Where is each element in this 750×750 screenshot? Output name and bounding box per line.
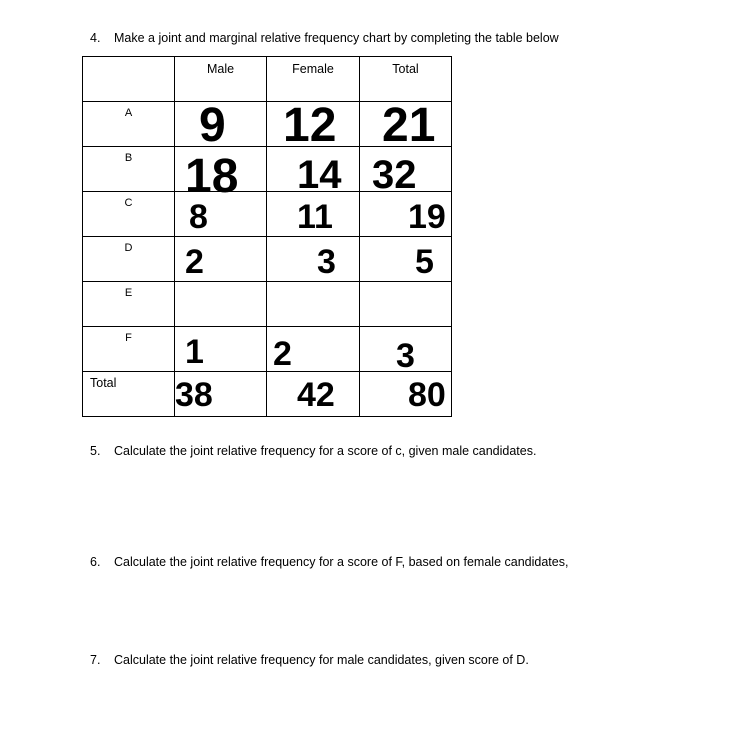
cell-d-male [175, 237, 267, 282]
value-d-female: 3 [317, 243, 336, 281]
question-7-number: 7. [90, 653, 101, 667]
value-b-female: 14 [297, 153, 342, 197]
total-label-cell [83, 372, 175, 417]
header-male: Male [206, 62, 235, 76]
cell-f-female [267, 327, 360, 372]
table-row-b [83, 147, 452, 192]
value-total-total: 80 [408, 376, 446, 414]
value-b-male: 18 [185, 150, 239, 203]
cell-b-female [267, 147, 360, 197]
cell-b-total [360, 147, 452, 197]
frequency-table [82, 56, 452, 417]
question-7-text: Calculate the joint relative frequency for male candidates, given score of D. [114, 653, 529, 667]
value-a-total: 21 [382, 99, 436, 152]
question-6-text: Calculate the joint relative frequency for a score of F, based on female candidates, [114, 555, 569, 569]
table-row-e [83, 282, 452, 327]
cell-a-male [175, 99, 267, 152]
question-6-number: 6. [90, 555, 101, 569]
cell-d-female [267, 237, 360, 282]
row-label-b: B [124, 152, 133, 164]
row-label-d: D [124, 242, 133, 254]
row-label-e: E [124, 287, 133, 299]
cell-total-male [175, 372, 267, 417]
header-total-cell [360, 57, 452, 102]
total-label: Total [90, 376, 117, 390]
cell-a-total [360, 99, 452, 152]
table-row-a [83, 102, 452, 147]
header-male-cell [175, 57, 267, 102]
row-label-cell [83, 327, 175, 372]
table-header-row [83, 57, 452, 102]
cell-total-total [360, 372, 452, 417]
row-label-cell [83, 282, 175, 327]
cell-e-total [360, 282, 452, 327]
question-5 [90, 444, 536, 458]
table-row-c [83, 192, 452, 237]
table-row-f [83, 327, 452, 372]
cell-c-male [175, 192, 267, 237]
question-6 [90, 555, 568, 569]
value-total-female: 42 [297, 376, 335, 414]
value-d-male: 2 [185, 243, 204, 281]
table-row-d [83, 237, 452, 282]
cell-f-male [175, 327, 267, 372]
question-5-text: Calculate the joint relative frequency for a score of c, given male candidates. [114, 444, 537, 458]
row-label-a: A [124, 107, 133, 119]
cell-e-male [175, 282, 267, 327]
row-label-cell [83, 237, 175, 282]
row-label-f: F [125, 332, 132, 344]
cell-c-total [360, 192, 452, 237]
header-female: Female [292, 62, 334, 76]
value-c-total: 19 [408, 198, 446, 236]
value-total-male: 38 [175, 376, 213, 414]
value-f-female: 2 [273, 335, 292, 373]
header-total: Total [392, 62, 419, 76]
value-c-male: 8 [189, 198, 208, 236]
question-4-number: 4. [90, 31, 101, 45]
cell-e-female [267, 282, 360, 327]
cell-total-female [267, 372, 360, 417]
cell-c-female [267, 192, 360, 237]
cell-f-total [360, 327, 452, 375]
row-label-cell [83, 102, 175, 147]
cell-d-total [360, 237, 452, 282]
value-c-female: 11 [297, 198, 333, 236]
question-7 [90, 653, 529, 667]
row-label-cell [83, 192, 175, 237]
value-d-total: 5 [415, 243, 434, 281]
table-total-row [83, 372, 452, 417]
row-label-c: C [124, 197, 133, 209]
cell-b-male [175, 147, 267, 203]
cell-a-female [267, 99, 360, 152]
value-b-total: 32 [372, 153, 417, 197]
value-f-total: 3 [396, 337, 415, 375]
value-a-male: 9 [199, 99, 226, 152]
row-label-cell [83, 147, 175, 192]
question-5-number: 5. [90, 444, 101, 458]
value-f-male: 1 [185, 333, 204, 371]
question-4 [90, 31, 559, 45]
question-4-text: Make a joint and marginal relative frequency chart by completing the table below [114, 31, 559, 45]
value-a-female: 12 [283, 99, 337, 152]
header-empty-cell [83, 57, 175, 102]
header-female-cell [267, 57, 360, 102]
